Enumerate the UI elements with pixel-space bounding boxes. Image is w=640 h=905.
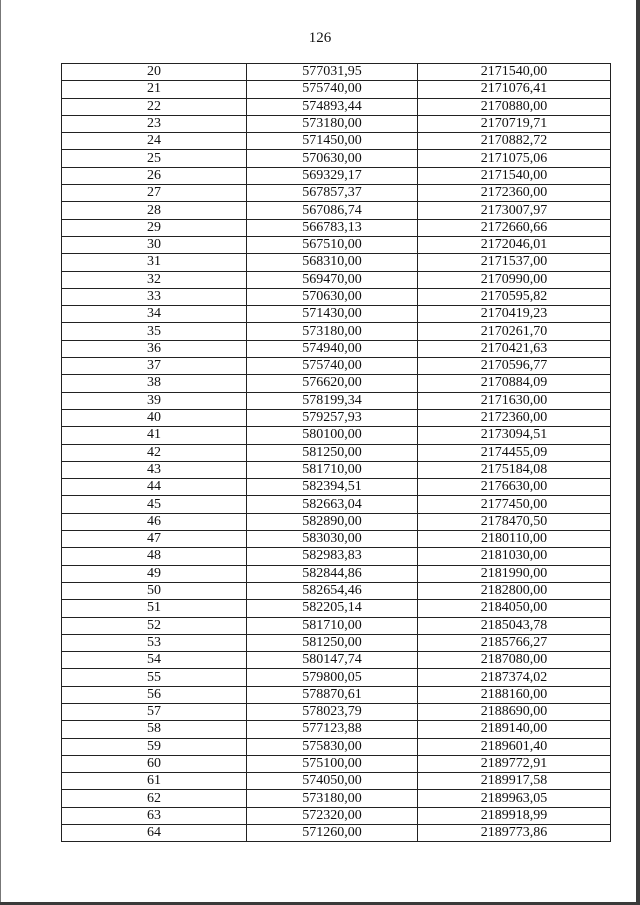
- point-number-cell: 51: [62, 600, 247, 617]
- y-coordinate-cell: 2175184,08: [418, 461, 611, 478]
- point-number-cell: 36: [62, 340, 247, 357]
- x-coordinate-cell: 572320,00: [247, 807, 418, 824]
- x-coordinate-cell: 575100,00: [247, 755, 418, 772]
- page-edge: [636, 0, 640, 905]
- table-row: [62, 236, 611, 253]
- y-coordinate-cell: 2188690,00: [418, 703, 611, 720]
- point-number-cell: 62: [62, 790, 247, 807]
- y-coordinate-cell: 2171537,00: [418, 254, 611, 271]
- y-coordinate-cell: 2187080,00: [418, 652, 611, 669]
- y-coordinate-cell: 2189963,05: [418, 790, 611, 807]
- x-coordinate-cell: 573180,00: [247, 323, 418, 340]
- y-coordinate-cell: 2170719,71: [418, 115, 611, 132]
- y-coordinate-cell: 2189140,00: [418, 721, 611, 738]
- table-row: [62, 773, 611, 790]
- x-coordinate-cell: 570630,00: [247, 288, 418, 305]
- point-number-cell: 27: [62, 185, 247, 202]
- table-row: [62, 479, 611, 496]
- table-row: [62, 790, 611, 807]
- x-coordinate-cell: 574050,00: [247, 773, 418, 790]
- y-coordinate-cell: 2181990,00: [418, 565, 611, 582]
- table-row: [62, 513, 611, 530]
- table-row: [62, 288, 611, 305]
- x-coordinate-cell: 567510,00: [247, 236, 418, 253]
- y-coordinate-cell: 2170990,00: [418, 271, 611, 288]
- point-number-cell: 37: [62, 358, 247, 375]
- x-coordinate-cell: 581710,00: [247, 617, 418, 634]
- table-row: [62, 150, 611, 167]
- y-coordinate-cell: 2171540,00: [418, 64, 611, 81]
- coordinates-table: [61, 63, 611, 842]
- y-coordinate-cell: 2170261,70: [418, 323, 611, 340]
- point-number-cell: 34: [62, 306, 247, 323]
- y-coordinate-cell: 2172660,66: [418, 219, 611, 236]
- point-number-cell: 24: [62, 133, 247, 150]
- point-number-cell: 61: [62, 773, 247, 790]
- point-number-cell: 41: [62, 427, 247, 444]
- table-row: [62, 81, 611, 98]
- point-number-cell: 35: [62, 323, 247, 340]
- table-row: [62, 444, 611, 461]
- x-coordinate-cell: 582663,04: [247, 496, 418, 513]
- point-number-cell: 40: [62, 409, 247, 426]
- point-number-cell: 33: [62, 288, 247, 305]
- y-coordinate-cell: 2178470,50: [418, 513, 611, 530]
- point-number-cell: 59: [62, 738, 247, 755]
- x-coordinate-cell: 566783,13: [247, 219, 418, 236]
- table-row: [62, 375, 611, 392]
- x-coordinate-cell: 571450,00: [247, 133, 418, 150]
- y-coordinate-cell: 2171540,00: [418, 167, 611, 184]
- table-row: [62, 807, 611, 824]
- y-coordinate-cell: 2181030,00: [418, 548, 611, 565]
- point-number-cell: 54: [62, 652, 247, 669]
- x-coordinate-cell: 574940,00: [247, 340, 418, 357]
- table-row: [62, 98, 611, 115]
- x-coordinate-cell: 578023,79: [247, 703, 418, 720]
- y-coordinate-cell: 2189773,86: [418, 825, 611, 842]
- y-coordinate-cell: 2176630,00: [418, 479, 611, 496]
- point-number-cell: 48: [62, 548, 247, 565]
- table-row: [62, 306, 611, 323]
- point-number-cell: 32: [62, 271, 247, 288]
- x-coordinate-cell: 571260,00: [247, 825, 418, 842]
- x-coordinate-cell: 575830,00: [247, 738, 418, 755]
- table-row: [62, 219, 611, 236]
- point-number-cell: 44: [62, 479, 247, 496]
- table-row: [62, 738, 611, 755]
- table-row: [62, 115, 611, 132]
- x-coordinate-cell: 581250,00: [247, 444, 418, 461]
- x-coordinate-cell: 571430,00: [247, 306, 418, 323]
- x-coordinate-cell: 569470,00: [247, 271, 418, 288]
- point-number-cell: 28: [62, 202, 247, 219]
- y-coordinate-cell: 2170882,72: [418, 133, 611, 150]
- point-number-cell: 42: [62, 444, 247, 461]
- y-coordinate-cell: 2185043,78: [418, 617, 611, 634]
- table-row: [62, 392, 611, 409]
- point-number-cell: 55: [62, 669, 247, 686]
- y-coordinate-cell: 2189772,91: [418, 755, 611, 772]
- table-row: [62, 548, 611, 565]
- x-coordinate-cell: 579800,05: [247, 669, 418, 686]
- x-coordinate-cell: 582844,86: [247, 565, 418, 582]
- x-coordinate-cell: 581710,00: [247, 461, 418, 478]
- y-coordinate-cell: 2177450,00: [418, 496, 611, 513]
- y-coordinate-cell: 2170880,00: [418, 98, 611, 115]
- point-number-cell: 60: [62, 755, 247, 772]
- table-row: [62, 652, 611, 669]
- y-coordinate-cell: 2171630,00: [418, 392, 611, 409]
- table-row: [62, 531, 611, 548]
- x-coordinate-cell: 569329,17: [247, 167, 418, 184]
- y-coordinate-cell: 2173094,51: [418, 427, 611, 444]
- y-coordinate-cell: 2172360,00: [418, 409, 611, 426]
- table-row: [62, 686, 611, 703]
- table-row: [62, 825, 611, 842]
- page-number: 126: [308, 30, 332, 46]
- table-row: [62, 755, 611, 772]
- x-coordinate-cell: 578870,61: [247, 686, 418, 703]
- point-number-cell: 43: [62, 461, 247, 478]
- point-number-cell: 47: [62, 531, 247, 548]
- table-row: [62, 669, 611, 686]
- x-coordinate-cell: 583030,00: [247, 531, 418, 548]
- x-coordinate-cell: 577031,95: [247, 64, 418, 81]
- y-coordinate-cell: 2174455,09: [418, 444, 611, 461]
- x-coordinate-cell: 567857,37: [247, 185, 418, 202]
- x-coordinate-cell: 582205,14: [247, 600, 418, 617]
- point-number-cell: 20: [62, 64, 247, 81]
- x-coordinate-cell: 582983,83: [247, 548, 418, 565]
- x-coordinate-cell: 573180,00: [247, 790, 418, 807]
- table-row: [62, 634, 611, 651]
- table-row: [62, 703, 611, 720]
- point-number-cell: 53: [62, 634, 247, 651]
- y-coordinate-cell: 2170595,82: [418, 288, 611, 305]
- x-coordinate-cell: 574893,44: [247, 98, 418, 115]
- point-number-cell: 30: [62, 236, 247, 253]
- point-number-cell: 29: [62, 219, 247, 236]
- x-coordinate-cell: 575740,00: [247, 358, 418, 375]
- table-row: [62, 323, 611, 340]
- point-number-cell: 39: [62, 392, 247, 409]
- x-coordinate-cell: 578199,34: [247, 392, 418, 409]
- x-coordinate-cell: 576620,00: [247, 375, 418, 392]
- point-number-cell: 63: [62, 807, 247, 824]
- table-row: [62, 133, 611, 150]
- table-row: [62, 582, 611, 599]
- y-coordinate-cell: 2189917,58: [418, 773, 611, 790]
- table-row: [62, 185, 611, 202]
- x-coordinate-cell: 582890,00: [247, 513, 418, 530]
- y-coordinate-cell: 2182800,00: [418, 582, 611, 599]
- point-number-cell: 64: [62, 825, 247, 842]
- point-number-cell: 49: [62, 565, 247, 582]
- x-coordinate-cell: 581250,00: [247, 634, 418, 651]
- x-coordinate-cell: 577123,88: [247, 721, 418, 738]
- y-coordinate-cell: 2172360,00: [418, 185, 611, 202]
- table-row: [62, 461, 611, 478]
- x-coordinate-cell: 573180,00: [247, 115, 418, 132]
- point-number-cell: 52: [62, 617, 247, 634]
- y-coordinate-cell: 2171076,41: [418, 81, 611, 98]
- y-coordinate-cell: 2189918,99: [418, 807, 611, 824]
- x-coordinate-cell: 568310,00: [247, 254, 418, 271]
- table-row: [62, 64, 611, 81]
- x-coordinate-cell: 582654,46: [247, 582, 418, 599]
- y-coordinate-cell: 2188160,00: [418, 686, 611, 703]
- x-coordinate-cell: 582394,51: [247, 479, 418, 496]
- point-number-cell: 22: [62, 98, 247, 115]
- point-number-cell: 46: [62, 513, 247, 530]
- table-row: [62, 358, 611, 375]
- point-number-cell: 45: [62, 496, 247, 513]
- table-body: [62, 64, 611, 842]
- x-coordinate-cell: 580100,00: [247, 427, 418, 444]
- table-row: [62, 409, 611, 426]
- y-coordinate-cell: 2189601,40: [418, 738, 611, 755]
- x-coordinate-cell: 580147,74: [247, 652, 418, 669]
- table-row: [62, 340, 611, 357]
- y-coordinate-cell: 2173007,97: [418, 202, 611, 219]
- table-row: [62, 254, 611, 271]
- point-number-cell: 56: [62, 686, 247, 703]
- point-number-cell: 26: [62, 167, 247, 184]
- table-row: [62, 271, 611, 288]
- point-number-cell: 50: [62, 582, 247, 599]
- y-coordinate-cell: 2184050,00: [418, 600, 611, 617]
- y-coordinate-cell: 2187374,02: [418, 669, 611, 686]
- table-row: [62, 496, 611, 513]
- point-number-cell: 23: [62, 115, 247, 132]
- x-coordinate-cell: 570630,00: [247, 150, 418, 167]
- table-row: [62, 427, 611, 444]
- y-coordinate-cell: 2170421,63: [418, 340, 611, 357]
- y-coordinate-cell: 2180110,00: [418, 531, 611, 548]
- table-row: [62, 167, 611, 184]
- x-coordinate-cell: 579257,93: [247, 409, 418, 426]
- y-coordinate-cell: 2172046,01: [418, 236, 611, 253]
- point-number-cell: 38: [62, 375, 247, 392]
- y-coordinate-cell: 2171075,06: [418, 150, 611, 167]
- table-row: [62, 600, 611, 617]
- page-edge: [0, 0, 1, 905]
- point-number-cell: 21: [62, 81, 247, 98]
- y-coordinate-cell: 2170884,09: [418, 375, 611, 392]
- x-coordinate-cell: 567086,74: [247, 202, 418, 219]
- table-row: [62, 721, 611, 738]
- table-row: [62, 617, 611, 634]
- point-number-cell: 31: [62, 254, 247, 271]
- y-coordinate-cell: 2185766,27: [418, 634, 611, 651]
- y-coordinate-cell: 2170419,23: [418, 306, 611, 323]
- y-coordinate-cell: 2170596,77: [418, 358, 611, 375]
- table-row: [62, 202, 611, 219]
- point-number-cell: 25: [62, 150, 247, 167]
- table-row: [62, 565, 611, 582]
- x-coordinate-cell: 575740,00: [247, 81, 418, 98]
- point-number-cell: 58: [62, 721, 247, 738]
- point-number-cell: 57: [62, 703, 247, 720]
